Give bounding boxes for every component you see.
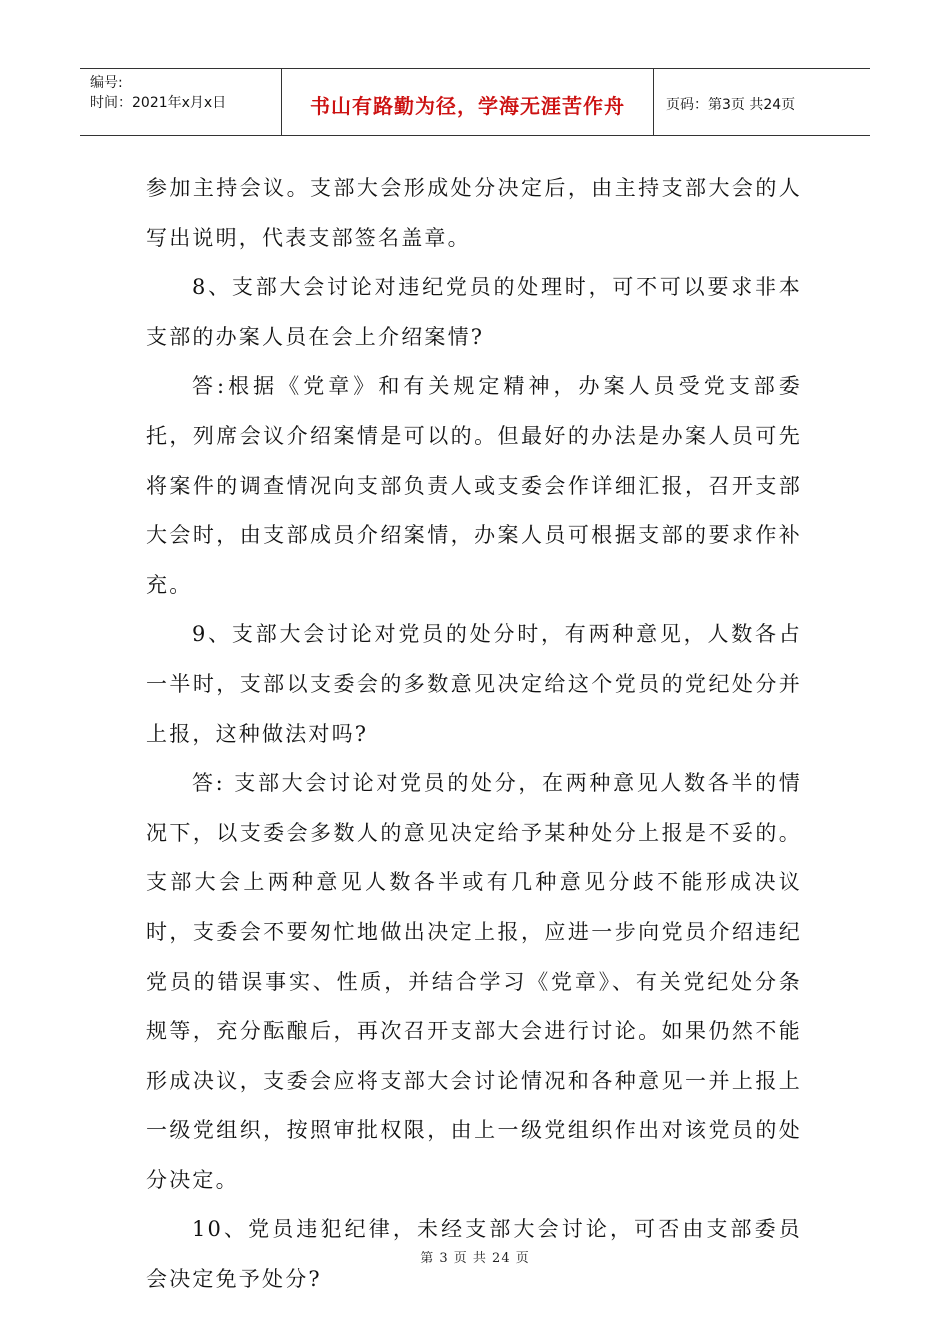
page-footer: 第 3 页 共 24 页 <box>420 1251 530 1266</box>
question-8: 8、支部大会讨论对违纪党员的处理时，可不可以要求非本支部的办案人员在会上介绍案情? <box>146 275 802 349</box>
document-number-label: 编号: <box>90 75 123 91</box>
answer-8: 答:根据《党章》和有关规定精神，办案人员受党支部委托，列席会议介绍案情是可以的。但最好的办法是办案人员可先将案件的调查情况向支部负责人或支委会作详细汇报，召开支部大会时，由支部成员介绍案情，办案人员可根据支部的要求作补充。 <box>146 374 802 597</box>
document-date: 时间：2021年x月x日 <box>90 95 227 111</box>
header-meta <box>80 69 282 135</box>
paragraph-continuation: 参加主持会议。支部大会形成处分决定后，由主持支部大会的人写出说明，代表支部签名盖章。 <box>146 176 802 250</box>
page-header <box>80 68 870 136</box>
header-motto: 书山有路勤为径，学海无涯苦作舟 <box>282 69 654 135</box>
question-10: 10、党员违犯纪律，未经支部大会讨论，可否由支部委员会决定免予处分? <box>146 1217 802 1292</box>
answer-9: 答: 支部大会讨论对党员的处分，在两种意见人数各半的情况下，以支委会多数人的意见决定给予某种处分上报是不妥的。支部大会上两种意见人数各半或有几种意见分歧不能形成决议时，支委会不要匆忙地做出决定上报，应进一步向党员介绍违纪党员的错误事实、性质，并结合学习《党章》、有关党纪处分条规等，充分酝酿后，再次召开支部大会进行讨论。如果仍然不能形成决议，支委会应将支部大会讨论情况和各种意见一并上报上一级党组织，按照审批权限，由上一级党组织作出对该党员的处分决定。 <box>146 771 802 1192</box>
question-9: 9、支部大会讨论对党员的处分时，有两种意见，人数各占一半时，支部以支委会的多数意见决定给这个党员的党纪处分并上报，这种做法对吗? <box>146 622 802 746</box>
document-body <box>146 164 802 1305</box>
header-page-info: 页码：第3页 共24页 <box>666 97 796 113</box>
